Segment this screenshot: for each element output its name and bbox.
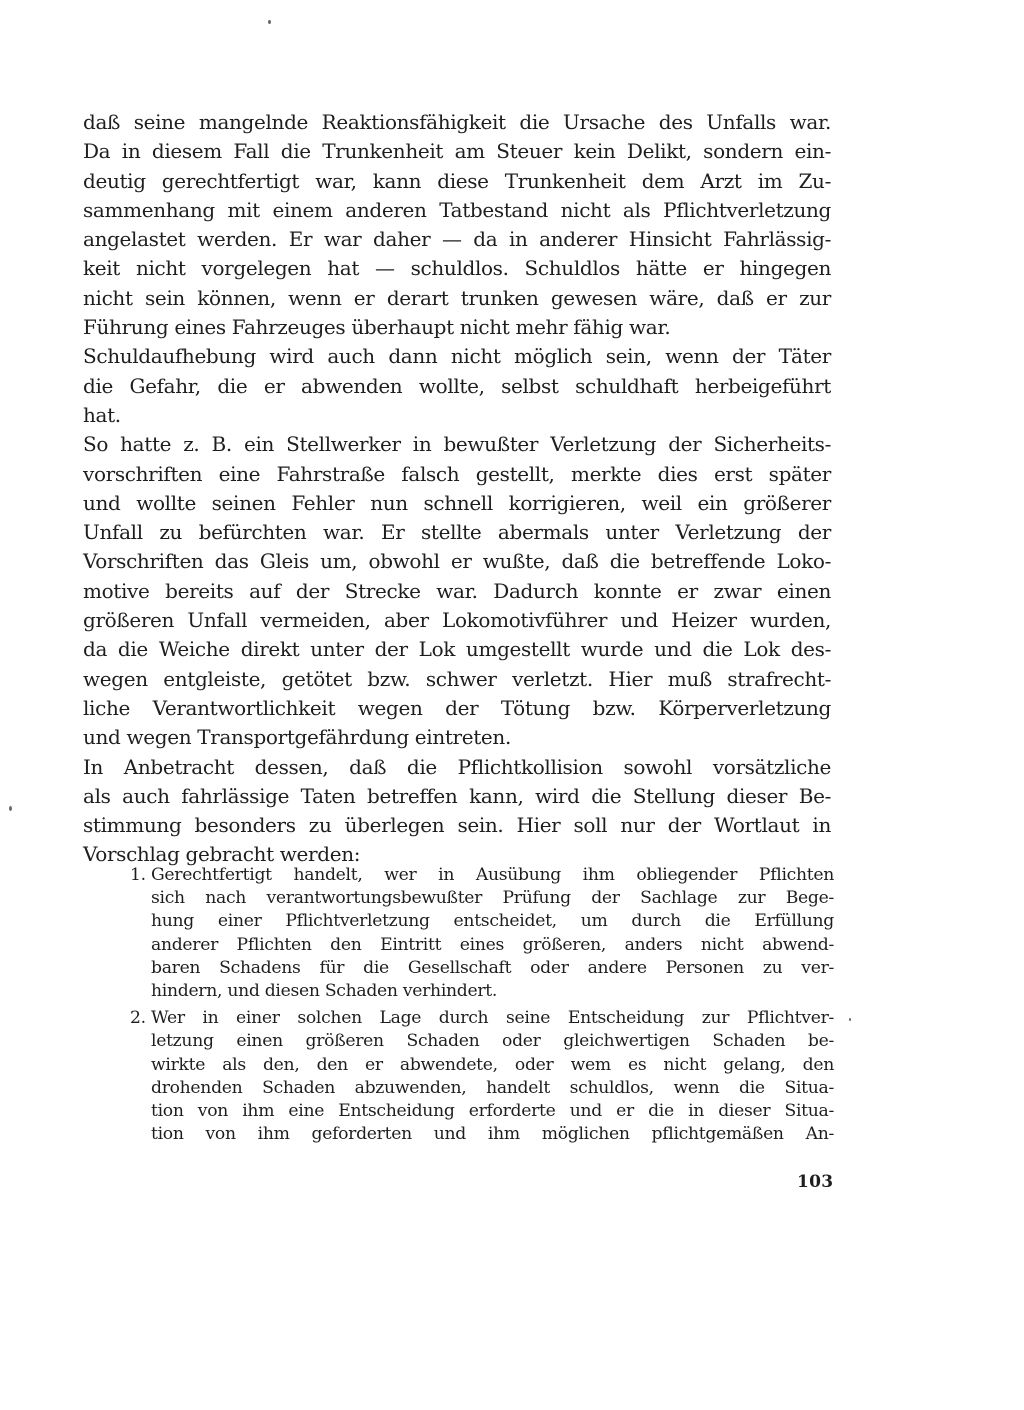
text-line: und wollte seinen Fehler nun schnell korrigieren, weil ein größerer <box>83 490 831 515</box>
text-line: und wegen Transportgefährdung eintreten. <box>83 725 511 750</box>
paragraph-1 <box>83 108 831 342</box>
text-line: als auch fahrlässige Taten betreffen kann, wird die Stellung dieser Be- <box>83 783 831 808</box>
body-text <box>83 108 831 870</box>
text-line: hat. <box>83 402 121 427</box>
text-line: deutig gerechtfertigt war, kann diese Trunkenheit dem Arzt im Zu- <box>83 168 831 193</box>
paragraph-2 <box>83 342 831 430</box>
text-line: anderer Pflichten den Eintritt eines größeren, anders nicht abwend- <box>151 934 834 955</box>
text-line: größeren Unfall vermeiden, aber Lokomotivführer und Heizer wurden, <box>83 608 831 633</box>
text-line: sammenhang mit einem anderen Tatbestand nicht als Pflichtverletzung <box>83 197 831 222</box>
text-line: motive bereits auf der Strecke war. Dadurch konnte er zwar einen <box>83 578 831 603</box>
text-line: So hatte z. B. ein Stellwerker in bewußter Verletzung der Sicherheits- <box>83 432 831 457</box>
text-line: Wer in einer solchen Lage durch seine Entscheidung zur Pflichtver- <box>151 1008 834 1029</box>
text-line: Schuldaufhebung wird auch dann nicht möglich sein, wenn der Täter <box>83 344 831 369</box>
text-line: da die Weiche direkt unter der Lok umgestellt wurde und die Lok des- <box>83 637 831 662</box>
scan-speck <box>9 806 12 811</box>
text-line: drohenden Schaden abzuwenden, handelt schuldlos, wenn die Situa- <box>151 1077 834 1098</box>
list-item <box>130 864 834 1003</box>
text-line: letzung einen größeren Schaden oder gleichwertigen Schaden be- <box>151 1031 834 1052</box>
text-line: baren Schadens für die Gesellschaft oder andere Personen zu ver- <box>151 957 834 978</box>
text-line: sich nach verantwortungsbewußter Prüfung der Sachlage zur Bege- <box>151 888 834 909</box>
text-line: Vorschlag gebracht werden: <box>83 842 361 867</box>
scan-speck <box>268 20 271 24</box>
text-line: tion von ihm eine Entscheidung erforderte und er die in dieser Situa- <box>151 1101 834 1122</box>
text-line: In Anbetracht dessen, daß die Pflichtkollision sowohl vorsätzliche <box>83 754 831 779</box>
numbered-list <box>130 864 834 1150</box>
text-line: Unfall zu befürchten war. Er stellte abermals unter Verletzung der <box>83 520 831 545</box>
text-line: Gerechtfertigt handelt, wer in Ausübung ihm obliegender Pflichten <box>151 865 834 885</box>
text-line: Führung eines Fahrzeuges überhaupt nicht mehr fähig war. <box>83 315 671 340</box>
page-number: 103 <box>797 1172 834 1192</box>
list-number: 2. <box>130 1008 146 1029</box>
text-line: Vorschriften das Gleis um, obwohl er wußte, daß die betreffende Loko- <box>83 549 831 574</box>
text-line: wirkte als den, den er abwendete, oder wem es nicht gelang, den <box>151 1054 834 1075</box>
text-line: vorschriften eine Fahrstraße falsch gestellt, merkte dies erst später <box>83 461 831 486</box>
text-line: daß seine mangelnde Reaktionsfähigkeit die Ursache des Unfalls war. <box>83 110 831 134</box>
text-line: die Gefahr, die er abwenden wollte, selbst schuldhaft herbeigeführt <box>83 373 831 398</box>
text-line: liche Verantwortlichkeit wegen der Tötung bzw. Körperverletzung <box>83 695 831 720</box>
list-item <box>130 1007 834 1146</box>
text-line: hindern, und diesen Schaden verhindert. <box>151 981 498 1002</box>
text-line: tion von ihm geforderten und ihm möglichen pflichtgemäßen An- <box>151 1124 834 1145</box>
list-number: 1. <box>130 865 146 885</box>
text-line: keit nicht vorgelegen hat — schuldlos. Schuldlos hätte er hingegen <box>83 256 831 281</box>
text-line: stimmung besonders zu überlegen sein. Hier soll nur der Wortlaut in <box>83 813 831 838</box>
text-line: angelastet werden. Er war daher — da in anderer Hinsicht Fahrlässig- <box>83 227 831 252</box>
paragraph-4 <box>83 753 831 870</box>
paragraph-3 <box>83 430 831 752</box>
text-line: nicht sein können, wenn er derart trunken gewesen wäre, daß er zur <box>83 285 831 310</box>
text-line: hung einer Pflichtverletzung entscheidet, um durch die Erfüllung <box>151 911 834 932</box>
text-line: wegen entgleiste, getötet bzw. schwer verletzt. Hier muß strafrecht- <box>83 666 831 691</box>
scan-speck <box>849 1018 851 1021</box>
text-line: Da in diesem Fall die Trunkenheit am Steuer kein Delikt, sondern ein- <box>83 139 831 164</box>
